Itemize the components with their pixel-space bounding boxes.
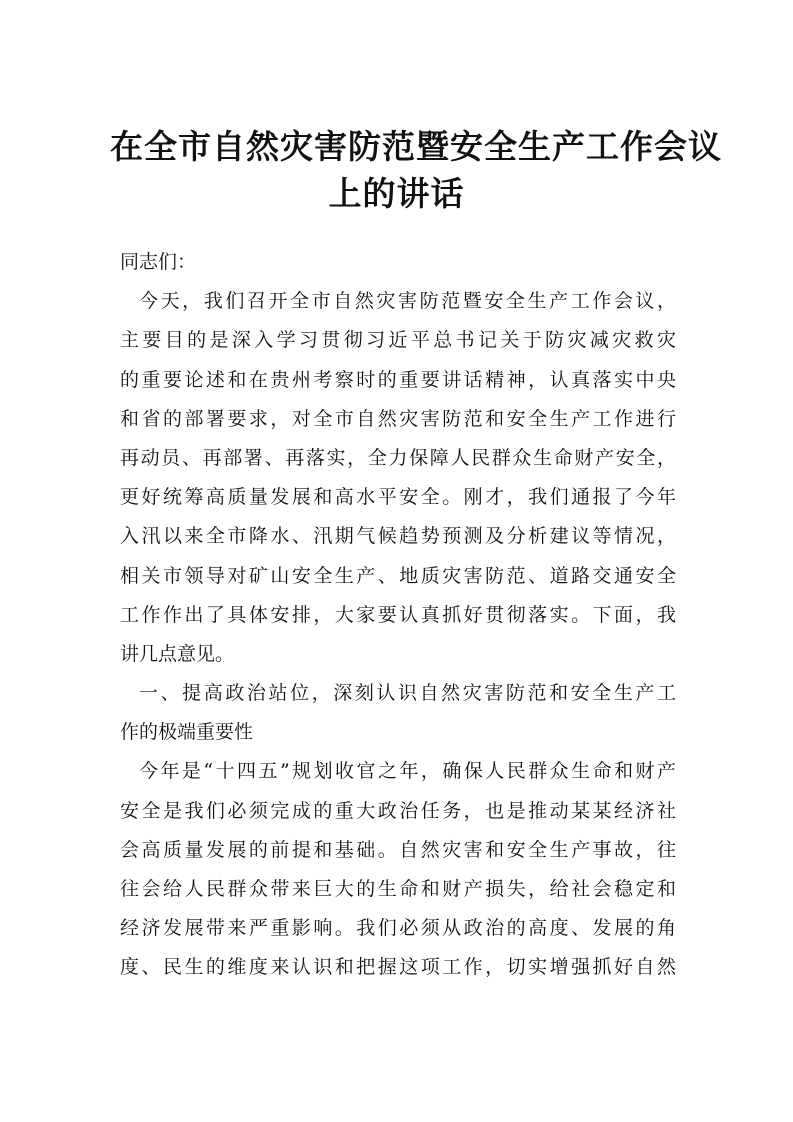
- paragraph-1-line: 主要目的是深入学习贯彻习近平总书记关于防灾减灾救灾: [120, 329, 676, 352]
- paragraph-2-line: 经济发展带来严重影响。我们必须从政治的高度、发展的角: [120, 917, 676, 940]
- paragraph-2-line: 度、民生的维度来认识和把握这项工作，切实增强抓好自然: [120, 956, 676, 979]
- salutation: 同志们：: [120, 251, 197, 273]
- paragraph-1-line: 的重要论述和在贵州考察时的重要讲话精神，认真落实中央: [120, 368, 676, 391]
- section-heading-line: 一、提高政治站位，深刻认识自然灾害防范和安全生产工: [139, 682, 676, 705]
- paragraph-1-line: 讲几点意见。: [120, 642, 235, 665]
- paragraph-2-line: 今年是“十四五”规划收官之年，确保人民群众生命和财产: [139, 760, 676, 783]
- paragraph-1-line: 今天，我们召开全市自然灾害防范暨安全生产工作会议，: [139, 290, 676, 313]
- document-body: [120, 243, 676, 988]
- paragraph-1-line: 再动员、再部署、再落实，全力保障人民群众生命财产安全，: [120, 446, 676, 469]
- document-title-line-2: 上的讲话: [328, 174, 465, 213]
- paragraph-1-line: 入汛以来全市降水、汛期气候趋势预测及分析建议等情况，: [120, 525, 676, 548]
- paragraph-1-line: 工作作出了具体安排，大家要认真抓好贯彻落实。下面，我: [120, 603, 676, 626]
- paragraph-2-line: 往会给人民群众带来巨大的生命和财产损失，给社会稳定和: [120, 878, 676, 900]
- section-heading-line: 作的极端重要性: [120, 721, 254, 744]
- paragraph-2-line: 安全是我们必须完成的重大政治任务，也是推动某某经济社: [120, 799, 676, 822]
- paragraph-1-line: 更好统筹高质量发展和高水平安全。刚才，我们通报了今年: [120, 486, 676, 509]
- paragraph-1-line: 相关市领导对矿山安全生产、地质灾害防范、道路交通安全: [120, 564, 676, 587]
- paragraph-2-line: 会高质量发展的前提和基础。自然灾害和安全生产事故，往: [120, 838, 676, 861]
- paragraph-1-line: 和省的部署要求，对全市自然灾害防范和安全生产工作进行: [120, 407, 676, 430]
- document-title-line-1: 在全市自然灾害防范暨安全生产工作会议: [110, 127, 722, 166]
